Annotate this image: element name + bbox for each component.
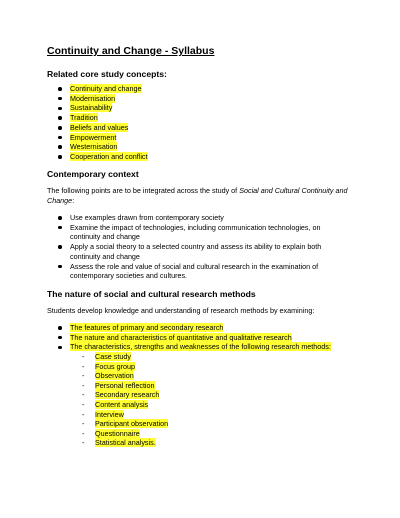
list-item: - Content analysis — [82, 399, 149, 409]
list-item: - Participant observation — [82, 419, 169, 429]
research-methods-list — [82, 352, 168, 448]
dash-marker: - — [82, 352, 85, 361]
list-item: - Case study — [82, 352, 131, 361]
research-heading: The nature of social and cultural research methods — [47, 289, 256, 299]
bullet-icon — [58, 326, 62, 330]
core-concepts-heading: Related core study concepts: — [47, 69, 167, 79]
contemporary-intro: The following points are to be integrated across the study of Social and Cultural Continuity and Change: — [47, 186, 348, 205]
list-item: Examine the impact of technologies, including communication technologies, on continuity and change — [58, 223, 348, 242]
bullet-icon — [58, 265, 62, 269]
bullet-icon — [58, 116, 62, 120]
list-item: Cooperation and conflict — [58, 152, 348, 162]
list-item: Apply a social theory to a selected country and assess its ability to explain both continuity and change — [58, 242, 348, 261]
core-concepts-list — [58, 84, 348, 162]
dash-marker: - — [82, 371, 85, 381]
list-item: - Focus group — [82, 361, 135, 371]
list-item: - Observation — [82, 371, 134, 381]
bullet-icon — [58, 336, 62, 340]
bullet-icon — [58, 346, 62, 350]
bullet-icon — [58, 136, 62, 140]
research-intro: Students develop knowledge and understanding of research methods by examining: — [47, 306, 315, 315]
list-item: Beliefs and values — [58, 123, 348, 133]
list-item: Continuity and change — [58, 84, 348, 94]
dash-marker: - — [82, 361, 85, 371]
dash-marker: - — [82, 409, 85, 419]
bullet-icon — [58, 226, 62, 230]
dash-marker: - — [82, 428, 85, 438]
bullet-icon — [58, 145, 62, 149]
bullet-icon — [58, 107, 62, 111]
list-item: Modernisation — [58, 94, 348, 104]
list-item: Assess the role and value of social and cultural research in the examination of contemporary societies and cultures. — [58, 262, 348, 281]
list-item: Tradition — [58, 113, 348, 123]
dash-marker: - — [82, 380, 85, 390]
bullet-icon — [58, 97, 62, 101]
contemporary-heading: Contemporary context — [47, 169, 139, 179]
bullet-icon — [58, 216, 62, 220]
list-item: - Personal reflection — [82, 380, 155, 390]
dash-marker: - — [82, 438, 85, 448]
dash-marker: - — [82, 399, 85, 409]
bullet-icon — [58, 155, 62, 159]
list-item: - Questionnaire — [82, 428, 140, 438]
list-item: Empowerment — [58, 133, 348, 143]
dash-marker: - — [82, 390, 85, 400]
list-item: The characteristics, strengths and weaknesses of the following research methods: — [58, 342, 348, 352]
research-list — [58, 323, 348, 352]
list-item: - Interview — [82, 409, 124, 419]
list-item: The features of primary and secondary research — [58, 323, 348, 333]
contemporary-list — [58, 213, 348, 281]
bullet-icon — [58, 126, 62, 130]
list-item: Use examples drawn from contemporary society — [58, 213, 348, 223]
page-title: Continuity and Change - Syllabus — [47, 45, 215, 57]
list-item: Sustainability — [58, 103, 348, 113]
dash-marker: - — [82, 419, 85, 429]
list-item: The nature and characteristics of quantitative and qualitative research — [58, 333, 348, 343]
bullet-icon — [58, 245, 62, 249]
list-item: Westernisation — [58, 142, 348, 152]
list-item: - Statistical analysis. — [82, 438, 156, 448]
list-item: - Secondary research — [82, 390, 160, 400]
bullet-icon — [58, 87, 62, 91]
